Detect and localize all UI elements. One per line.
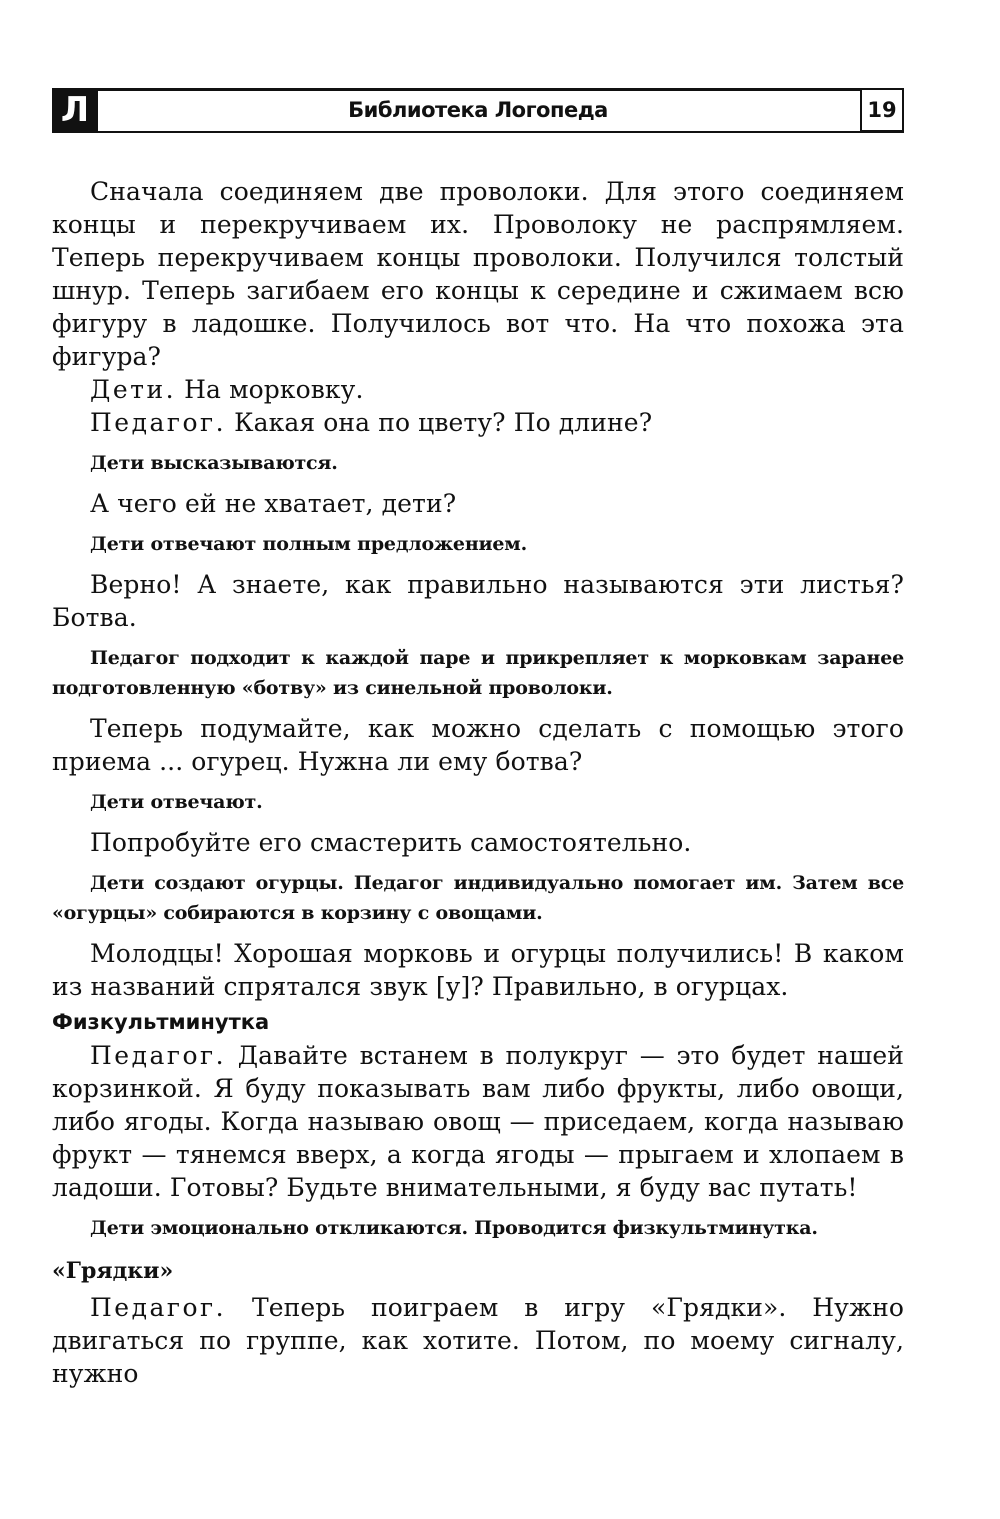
- section-heading-game: «Грядки»: [52, 1258, 174, 1284]
- dialogue-text: На морковку.: [176, 375, 364, 404]
- stage-direction-1: Дети высказываются.: [90, 452, 338, 474]
- dialogue-text: Какая она по цвету? По длине?: [226, 408, 653, 437]
- paragraph-3: Верно! А знаете, как правильно называются эти листья? Ботва.: [52, 570, 904, 632]
- speaker-teacher: Педагог.: [90, 408, 227, 437]
- stage-direction-4: Дети отвечают.: [90, 791, 263, 813]
- series-title: Библиотека Логопеда: [348, 98, 608, 122]
- stage-direction-2: Дети отвечают полным предложением.: [90, 533, 528, 555]
- page-body: [52, 175, 904, 1390]
- series-logo: Л: [52, 88, 98, 132]
- paragraph-1: Сначала соединяем две проволоки. Для этого соединяем концы и перекручиваем их. Проволоку не распрямляем. Теперь перекручиваем концы проволоки. Получился толстый шнур. Теперь загибаем его концы к середине и сжимаем всю фигуру в ладошке. Получилось вот что. На что похожа эта фигура?: [52, 177, 904, 371]
- paragraph-2: А чего ей не хватает, дети?: [90, 489, 457, 518]
- paragraph-6: Молодцы! Хорошая морковь и огурцы получились! В каком из названий спрятался звук [у]? Правильно, в огурцах.: [52, 939, 904, 1001]
- running-header: [52, 88, 904, 133]
- dialogue-line-3: [52, 1039, 904, 1204]
- dialogue-line-2: [52, 406, 904, 439]
- speaker-children: Дети.: [90, 375, 177, 404]
- speaker-teacher: Педагог.: [90, 1041, 227, 1070]
- dialogue-text: Теперь поиграем в игру «Грядки». Нужно двигаться по группе, как хотите. Потом, по моему сигналу, нужно: [52, 1293, 904, 1388]
- book-page: [52, 88, 904, 1390]
- speaker-teacher: Педагог.: [90, 1293, 227, 1322]
- paragraph-4: Теперь подумайте, как можно сделать с помощью этого приема ... огурец. Нужна ли ему ботва?: [52, 714, 904, 776]
- dialogue-text: Давайте встанем в полукруг — это будет нашей корзинкой. Я буду показывать вам либо фрукты, либо овощи, либо ягоды. Когда называю овощ — приседаем, когда называю фрукт — тянемся вверх, а когда ягоды — прыгаем и хлопаем в ладоши. Готовы? Будьте внимательными, я буду вас путать!: [52, 1041, 904, 1202]
- stage-direction-3: Педагог подходит к каждой паре и прикрепляет к морковкам заранее подготовленную «ботву» из синельной проволоки.: [52, 647, 904, 699]
- stage-direction-6: Дети эмоционально откликаются. Проводится физкультминутка.: [90, 1217, 818, 1239]
- stage-direction-5: Дети создают огурцы. Педагог индивидуально помогает им. Затем все «огурцы» собираются в корзину с овощами.: [52, 872, 904, 924]
- section-heading-exercise: Физкультминутка: [52, 1010, 270, 1034]
- page-number: 19: [860, 88, 904, 132]
- dialogue-line-4: [52, 1291, 904, 1390]
- dialogue-line-1: [52, 373, 904, 406]
- paragraph-5: Попробуйте его смастерить самостоятельно.: [90, 828, 692, 857]
